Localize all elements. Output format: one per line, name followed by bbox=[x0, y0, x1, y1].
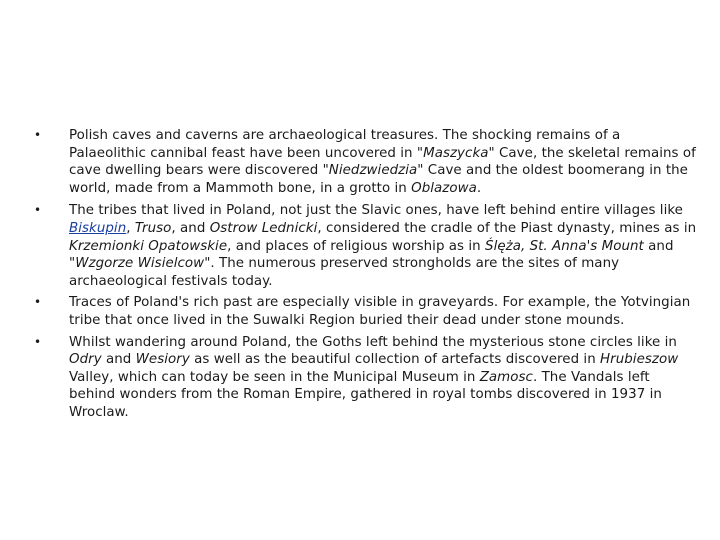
bullet-item bbox=[34, 202, 700, 290]
bullet-text-italic: Hrubieszow bbox=[600, 352, 679, 368]
bullet-text-italic: Niedzwiedzia bbox=[328, 163, 418, 179]
bullet-text: and " bbox=[69, 238, 674, 272]
bullet-item bbox=[34, 334, 700, 422]
bullet-text-italic: Wzgorze Wisielcow bbox=[75, 256, 205, 272]
bullet-marker: • bbox=[34, 295, 42, 310]
bullet-marker: • bbox=[34, 203, 42, 218]
bullet-text-italic: Ostrow Lednicki bbox=[209, 220, 318, 236]
bullet-text-italic: Wesiory bbox=[135, 352, 190, 368]
bullet-text: Polish caves and caverns are archaeological treasures. The shocking remains of a Palaeolithic cannibal feast have been uncovered in " bbox=[69, 128, 621, 161]
bullet-text-italic: Zamosc bbox=[479, 369, 533, 385]
bullet-item bbox=[34, 127, 700, 197]
bullet-text: Whilst wandering around Poland, the Goths left behind the mysterious stone circles like in bbox=[69, 334, 677, 350]
bullet-text-italic: Maszycka bbox=[423, 145, 489, 161]
bullet-link[interactable]: Biskupin bbox=[69, 220, 127, 236]
bullet-marker: • bbox=[34, 128, 42, 142]
bullet-text: , bbox=[126, 220, 135, 236]
bullet-text: Traces of Poland's rich past are especially visible in graveyards. For example, the Yotvingian tribe that once lived in the Suwalki Region buried their dead under stone mounds. bbox=[69, 295, 691, 328]
bullet-text-italic: Krzemionki Opatowskie bbox=[69, 238, 228, 254]
bullet-item bbox=[34, 294, 700, 329]
bullet-text: Valley, which can today be seen in the Municipal Museum in bbox=[69, 369, 480, 385]
bullet-text: and bbox=[101, 352, 136, 368]
bullet-text: The tribes that lived in Poland, not just the Slavic ones, have left behind entire villages like bbox=[69, 203, 683, 219]
bullet-text: " Cave and the oldest boomerang in the world, made from a Mammoth bone, in a grotto in bbox=[69, 163, 688, 196]
bullet-text: . The Vandals left behind wonders from the Roman Empire, gathered in royal tombs discovered in 1937 in Wroclaw. bbox=[69, 369, 662, 420]
bullet-text: , and bbox=[171, 220, 210, 236]
bullet-text-italic: Oblazowa bbox=[411, 180, 477, 196]
bullet-text-italic: Ślęża, St. Anna's Mount bbox=[485, 238, 644, 254]
bullet-text: , considered the cradle of the Piast dynasty, mines as in bbox=[317, 220, 697, 236]
bullet-text: , and places of religious worship as in bbox=[227, 238, 486, 254]
bullet-text: ". The numerous preserved strongholds are the sites of many archaeological festivals today. bbox=[69, 256, 620, 289]
bullet-text: as well as the beautiful collection of artefacts discovered in bbox=[189, 352, 601, 368]
bullet-list bbox=[34, 127, 700, 422]
bullet-text: . bbox=[476, 180, 482, 196]
bullet-text-italic: Odry bbox=[69, 352, 102, 368]
bullet-text-italic: Truso bbox=[134, 220, 172, 236]
bullet-text: " Cave, the skeletal remains of cave dwelling bears were discovered " bbox=[69, 145, 696, 179]
bullet-marker: • bbox=[34, 334, 42, 349]
